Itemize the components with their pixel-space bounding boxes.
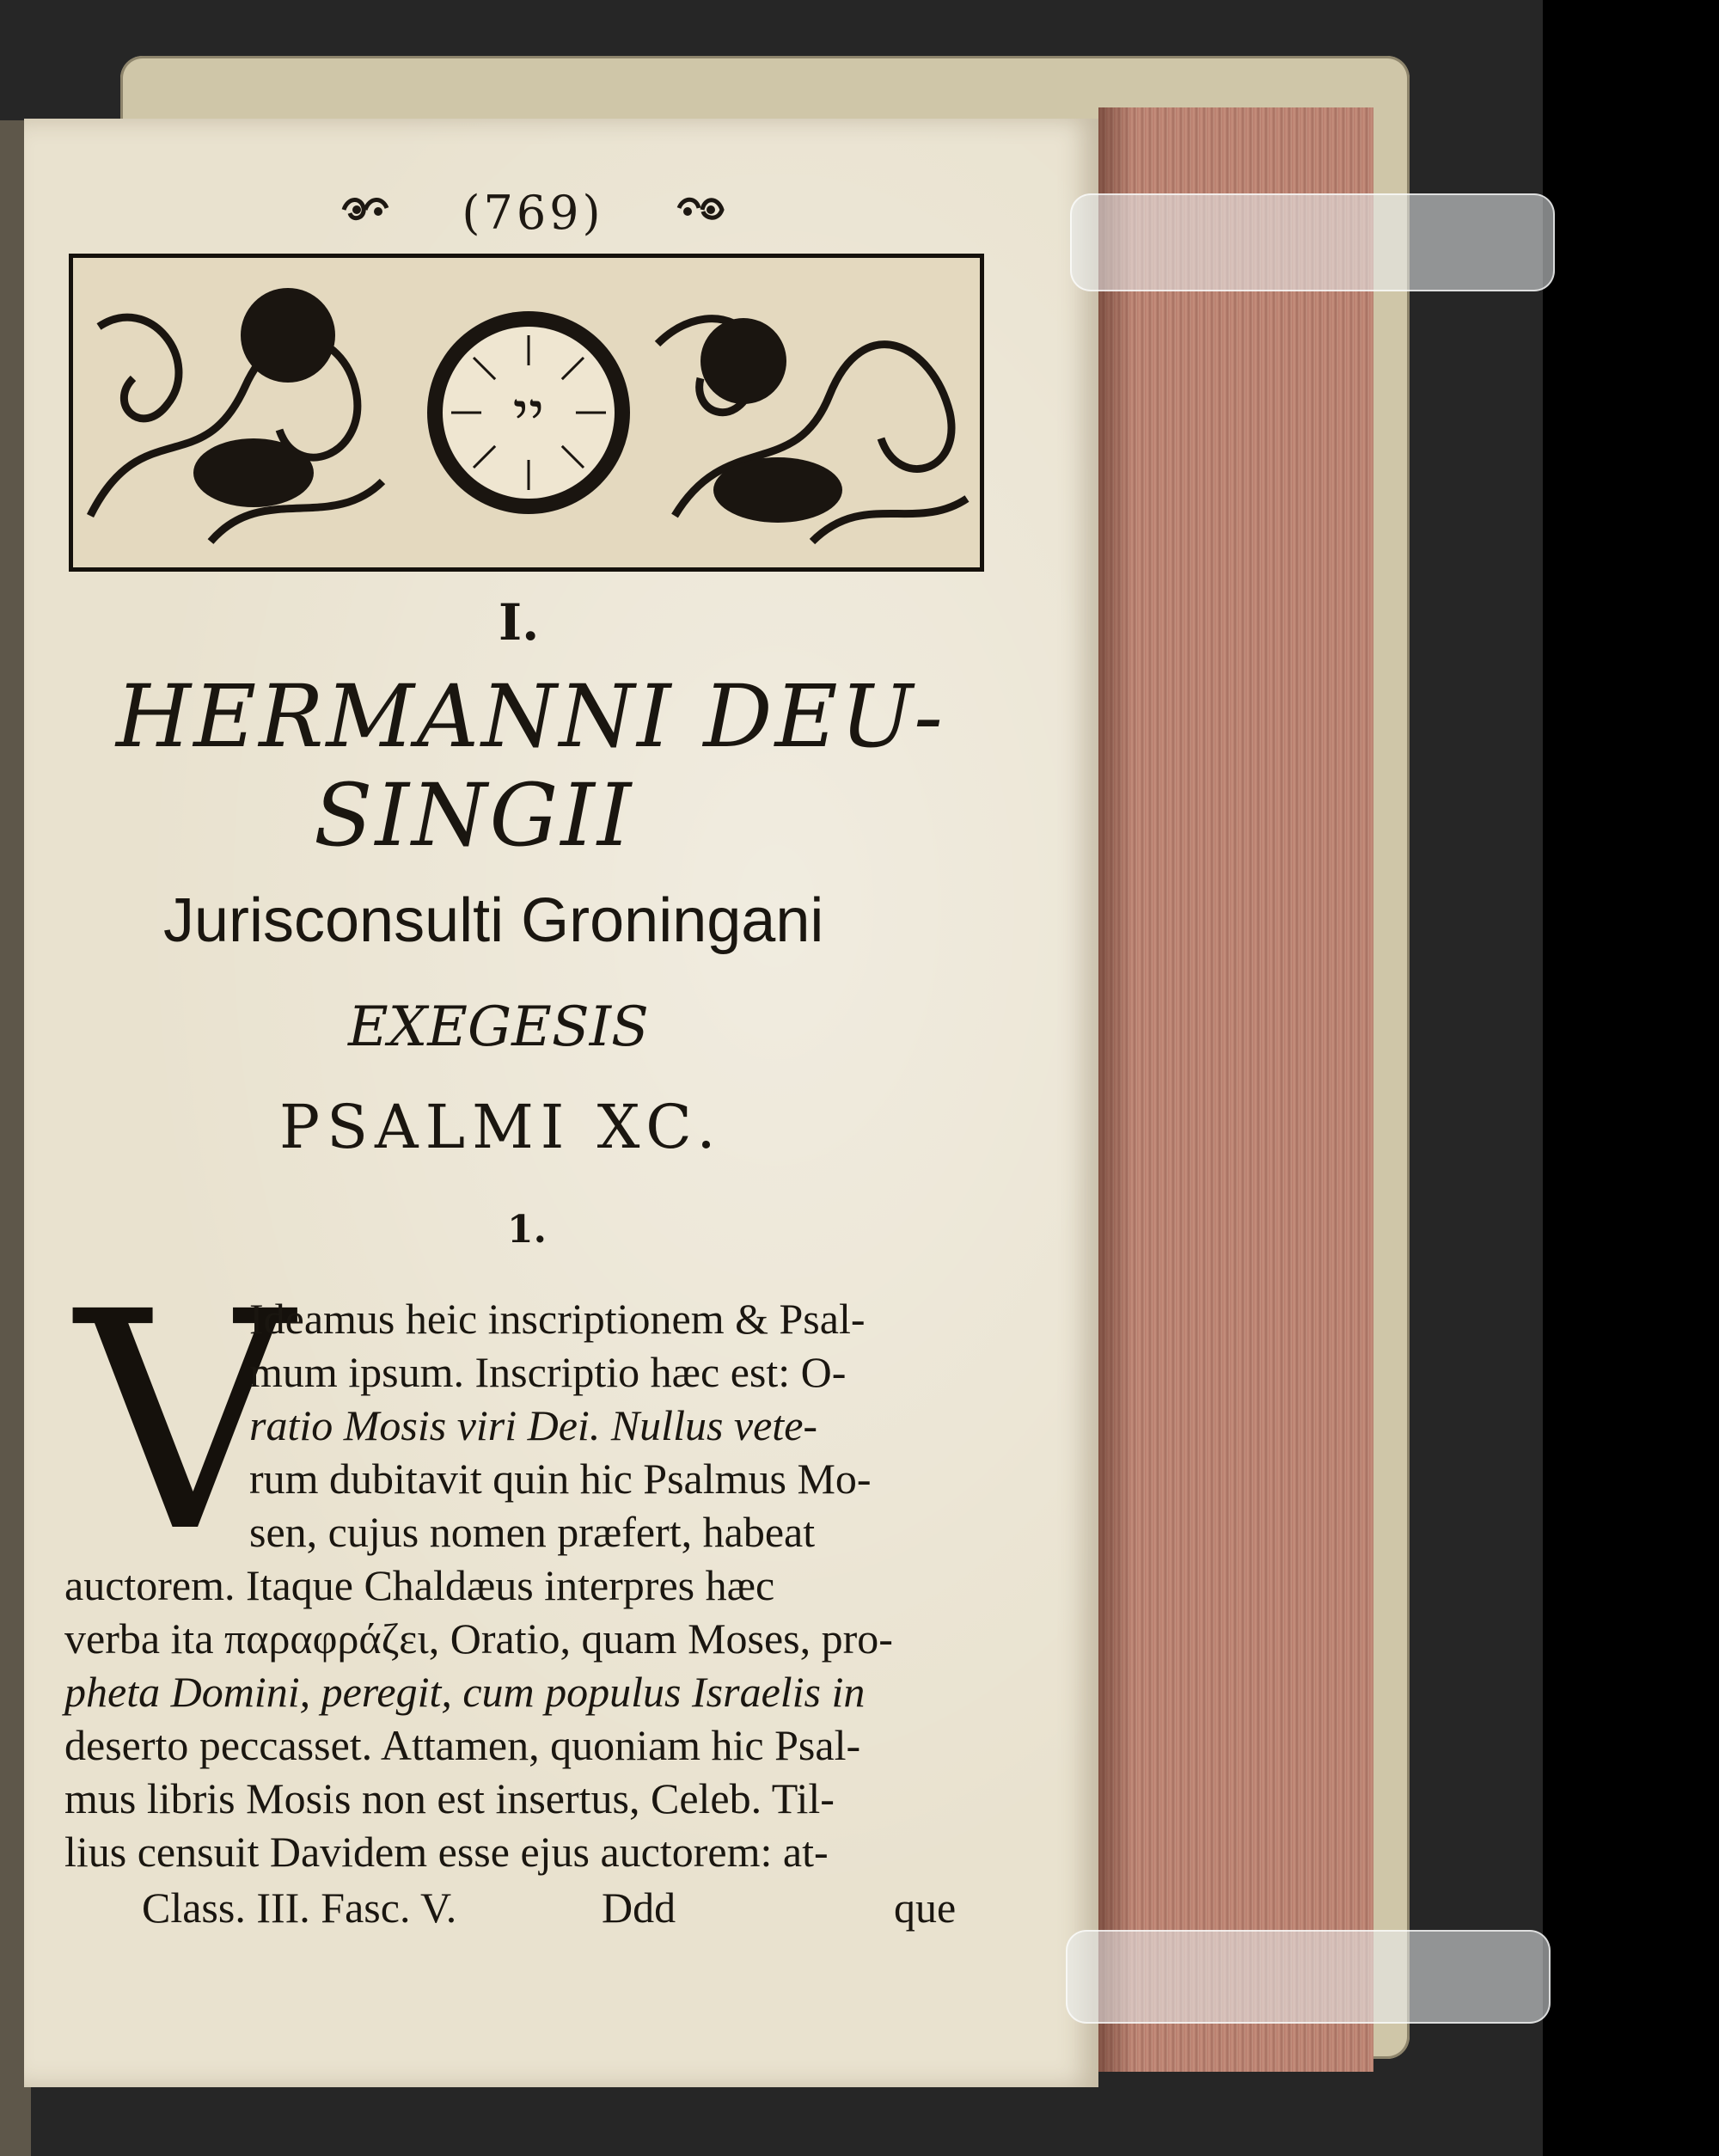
body-line: rum dubitavit quin hic Psalmus Mo-: [249, 1455, 872, 1503]
section-roman: I.: [499, 593, 540, 652]
page-clip-top: [1070, 193, 1555, 291]
subtitle: Jurisconsulti Groningani: [163, 886, 824, 955]
psalm-heading: PSALMI XC.: [279, 1092, 723, 1162]
body-line: sen, cujus nomen præfert, habeat: [249, 1508, 816, 1556]
page-header: [340, 181, 726, 242]
body-line: verba ita παραφράζει, Oratio, quam Moses, pro-: [64, 1614, 893, 1663]
body-line: auctorem. Itaque Chaldæus interpres hæc: [64, 1561, 775, 1609]
body-line: Ideamus heic inscriptionem & Psal-: [249, 1295, 866, 1343]
signature-mark: Ddd: [602, 1883, 676, 1932]
fleuron-left-icon: [340, 193, 391, 227]
fore-edge-shadow: [1098, 107, 1133, 2072]
title-line-1: HERMANNI DEU-: [116, 666, 945, 767]
drop-cap: V: [76, 1247, 293, 1598]
svg-text:יי: יי: [512, 378, 545, 449]
body-line: mus libris Mosis non est insertus, Celeb. Til-: [64, 1774, 835, 1822]
body-line: lius censuit Davidem esse ejus auctorem: at-: [64, 1828, 829, 1876]
page-clip-bottom: [1066, 1930, 1551, 2024]
title-line-2: SINGII: [314, 765, 634, 866]
black-margin: [1543, 0, 1719, 2156]
section-number: 1.: [507, 1208, 547, 1252]
body-line: ratio Mosis viri Dei. Nullus vete-: [249, 1401, 818, 1449]
page-fore-edge: [1098, 107, 1373, 2072]
woodcut-headpiece: [69, 254, 984, 572]
signature-line: Class. III. Fasc. V.: [142, 1883, 457, 1932]
page-number: (769): [462, 186, 604, 240]
body-line: mum ipsum. Inscriptio hæc est: O-: [249, 1348, 847, 1396]
body-line: pheta Domini, peregit, cum populus Israelis in: [64, 1668, 866, 1716]
catchword: que: [894, 1883, 957, 1932]
exegesis-heading: EXEGESIS: [348, 995, 649, 1059]
body-line: deserto peccasset. Attamen, quoniam hic Psal-: [64, 1721, 861, 1769]
fleuron-right-icon: [675, 193, 726, 227]
